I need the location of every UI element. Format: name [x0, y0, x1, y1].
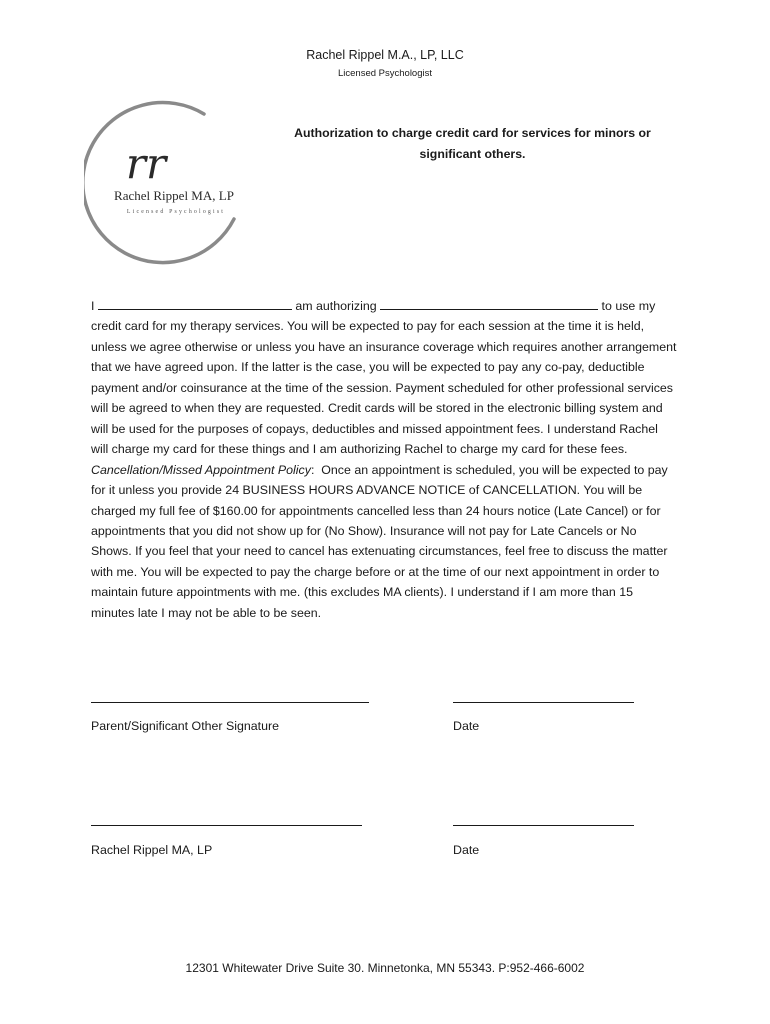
logo-tagline: Licensed Psychologist [126, 209, 226, 215]
authorization-paragraph [91, 296, 677, 623]
provider-date-label: Date [453, 843, 480, 857]
parent-date-line[interactable] [453, 702, 634, 703]
provider-signature-label: Rachel Rippel MA, LP [91, 843, 213, 857]
logo-monogram: rr [125, 139, 167, 188]
parent-signature-label: Parent/Significant Other Signature [91, 719, 280, 733]
provider-date-line[interactable] [453, 825, 634, 826]
body-between-blanks: am authorizing [295, 299, 377, 313]
policy-colon: : [310, 462, 315, 477]
practice-logo [84, 96, 254, 266]
policy-text: Once an appointment is scheduled, you will be expected to pay for it unless you provide 24 BUSINESS HOURS ADVANCE NOTICE of CANCELLATION. You will be charged my full fee of $160.00 for appointments cancelled less than 24 hours notice (Late Cancel) or for appointments that you did not show up for (No Show). Insurance will not pay for Late Cancels or No Shows. If you feel that your need to cancel has extenuating circumstances, feel free to discuss the matter with me. You will be expected to pay the charge before or at the time of our next appointment in order to maintain future appointments with me. (this excludes MA clients). I understand if I am more than 15 minutes late I may not be able to be seen. [91, 462, 668, 620]
body-main-text: to use my credit card for my therapy services. You will be expected to pay for each session at the time it is held, unless we agree otherwise or unless you have an insurance coverage which requires another arrangement that we have agreed upon. If the latter is the case, you will be expected to pay any co-pay, deductible payment and/or coinsurance at the time of the session. Payment scheduled for other professional services will be agreed to when they are requested. Credit cards will be stored in the electronic billing system and will be used for the purposes of copays, deductibles and missed appointment fees. I understand Rachel will charge my card for these things and I am authorizing Rachel to charge my card for these fees. [91, 299, 677, 457]
footer-address: 12301 Whitewater Drive Suite 30. Minnetonka, MN 55343. P:952-466-6002 [185, 961, 585, 975]
authorized-person-blank[interactable] [380, 297, 598, 310]
practice-name: Rachel Rippel M.A., LP, LLC [306, 48, 464, 62]
provider-signature-line[interactable] [91, 825, 362, 826]
logo-name: Rachel Rippel MA, LP [114, 188, 234, 203]
parent-date-label: Date [453, 719, 480, 733]
client-name-blank[interactable] [98, 297, 292, 310]
body-prefix: I [91, 299, 95, 313]
parent-signature-line[interactable] [91, 702, 369, 703]
practice-subtitle: Licensed Psychologist [338, 68, 432, 79]
policy-heading: Cancellation/Missed Appointment Policy [91, 462, 311, 477]
form-title: Authorization to charge credit card for services for minors or significant others. [294, 126, 651, 161]
